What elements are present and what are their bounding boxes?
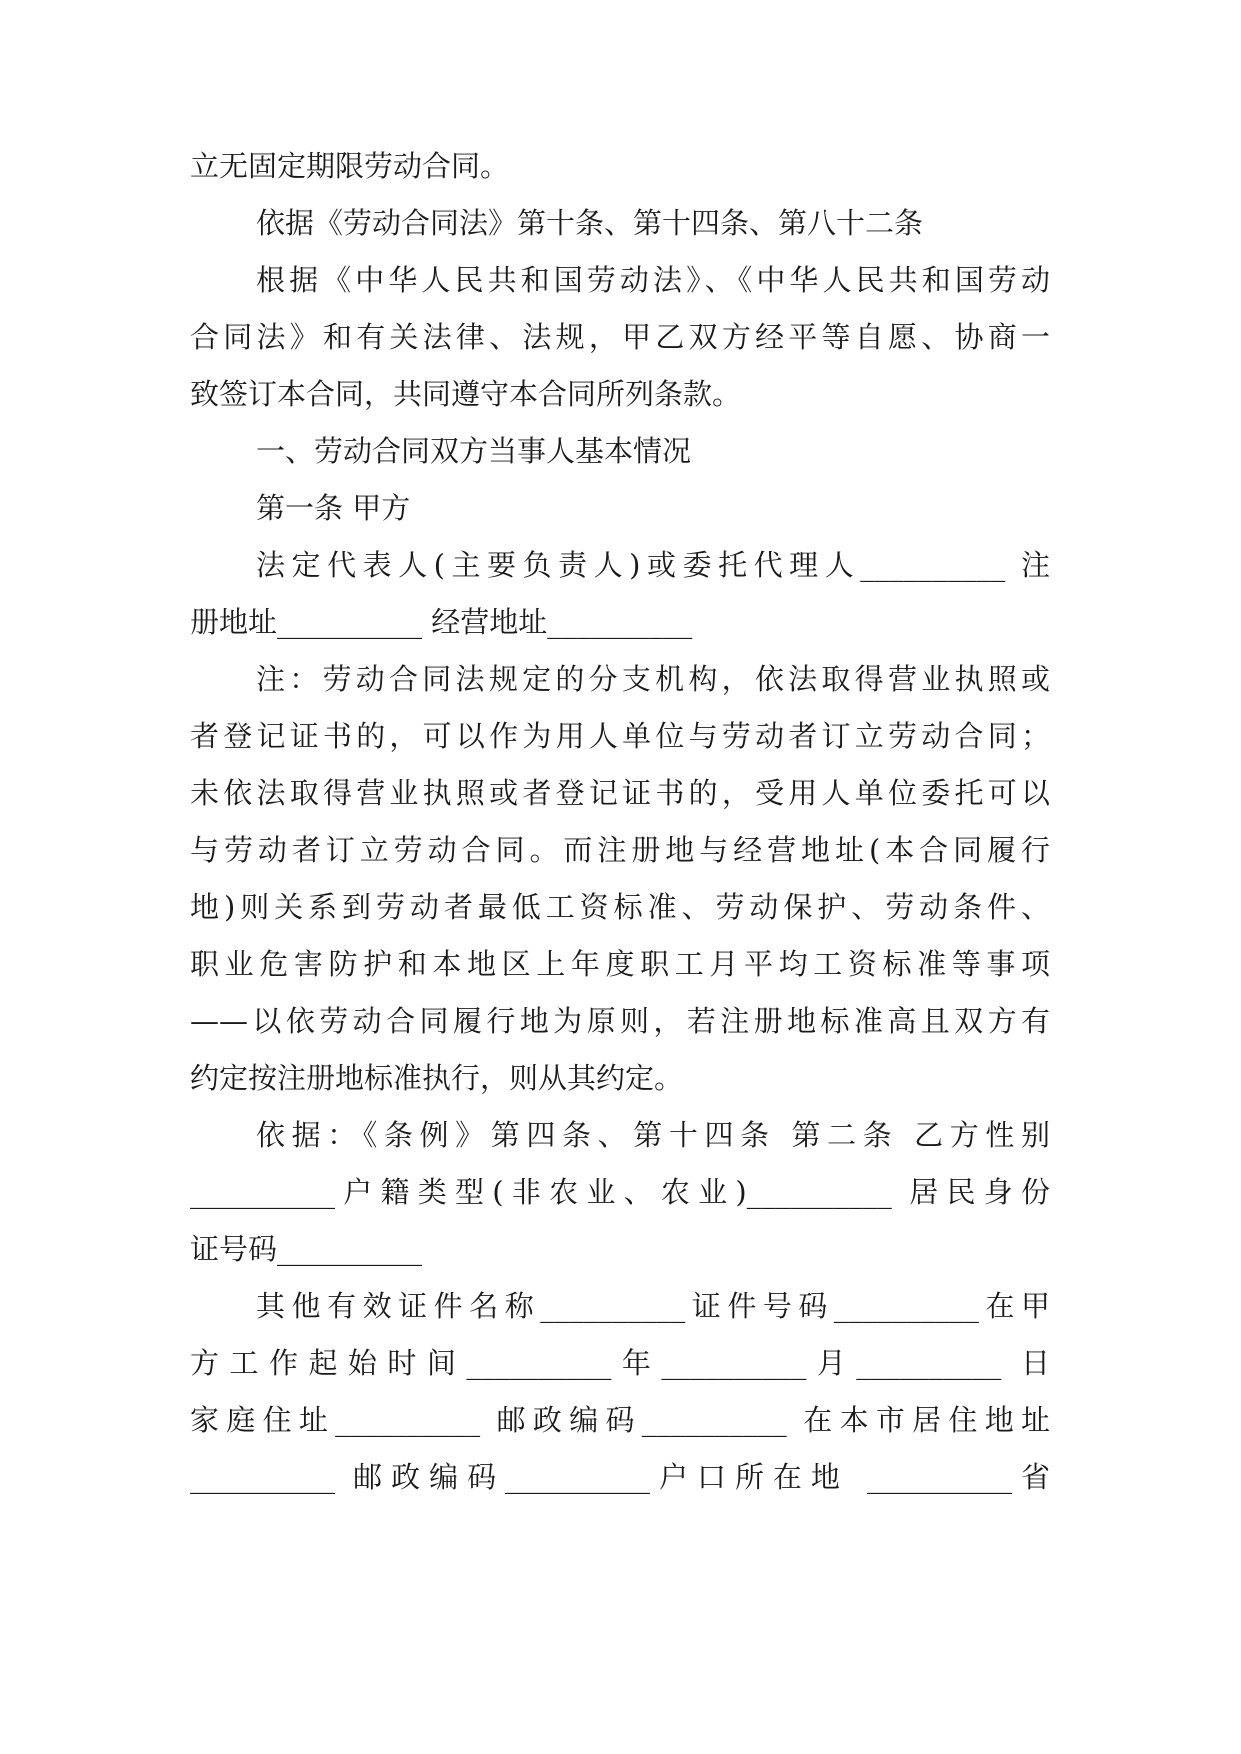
text-line: 根据《中华人民共和国劳动法》、《中华人民共和国劳动: [256, 263, 1050, 297]
note-line: 未依法取得营业执照或者登记证书的，受用人单位委托可以: [190, 776, 1050, 810]
article-heading: 第一条 甲方: [256, 491, 411, 525]
text-line: 致签订本合同，共同遵守本合同所列条款。: [190, 377, 742, 411]
text-line: 其他有效证件名称__________证件号码__________在甲: [256, 1289, 1050, 1323]
text-line: 立无固定期限劳动合同。: [190, 149, 510, 183]
text-line: 依据《劳动合同法》第十条、第十四条、第八十二条: [256, 206, 924, 240]
text-line: __________ 邮政编码__________户口所在地 __________省: [190, 1460, 1050, 1494]
text-line: 家庭住址__________ 邮政编码__________ 在本市居住地址: [190, 1403, 1050, 1437]
note-line: 地)则关系到劳动者最低工资标准、劳动保护、劳动条件、: [190, 890, 1050, 924]
note-line: 注：劳动合同法规定的分支机构，依法取得营业执照或: [256, 662, 1050, 696]
text-line: 合同法》和有关法律、法规，甲乙双方经平等自愿、协商一: [190, 320, 1050, 354]
text-line: 证号码__________: [190, 1232, 423, 1266]
note-line: 者登记证书的，可以作为用人单位与劳动者订立劳动合同；: [190, 719, 1050, 753]
note-line: 职业危害防护和本地区上年度职工月平均工资标准等事项: [190, 947, 1050, 981]
section-heading: 一、劳动合同双方当事人基本情况: [256, 434, 692, 468]
note-line: 与劳动者订立劳动合同。而注册地与经营地址(本合同履行: [190, 833, 1050, 867]
text-line: __________户籍类型(非农业、农业)__________ 居民身份: [190, 1175, 1050, 1209]
note-line: 约定按注册地标准执行，则从其约定。: [190, 1061, 684, 1095]
text-line: 依据：《条例》第四条、第十四条 第二条 乙方性别: [256, 1118, 1050, 1152]
note-line: ——以依劳动合同履行地为原则，若注册地标准高且双方有: [190, 1004, 1050, 1038]
text-line: 册地址__________ 经营地址__________: [190, 605, 693, 639]
text-line: 法定代表人(主要负责人)或委托代理人__________ 注: [256, 548, 1050, 582]
text-line: 方工作起始时间__________年__________月__________ 日: [190, 1346, 1050, 1380]
